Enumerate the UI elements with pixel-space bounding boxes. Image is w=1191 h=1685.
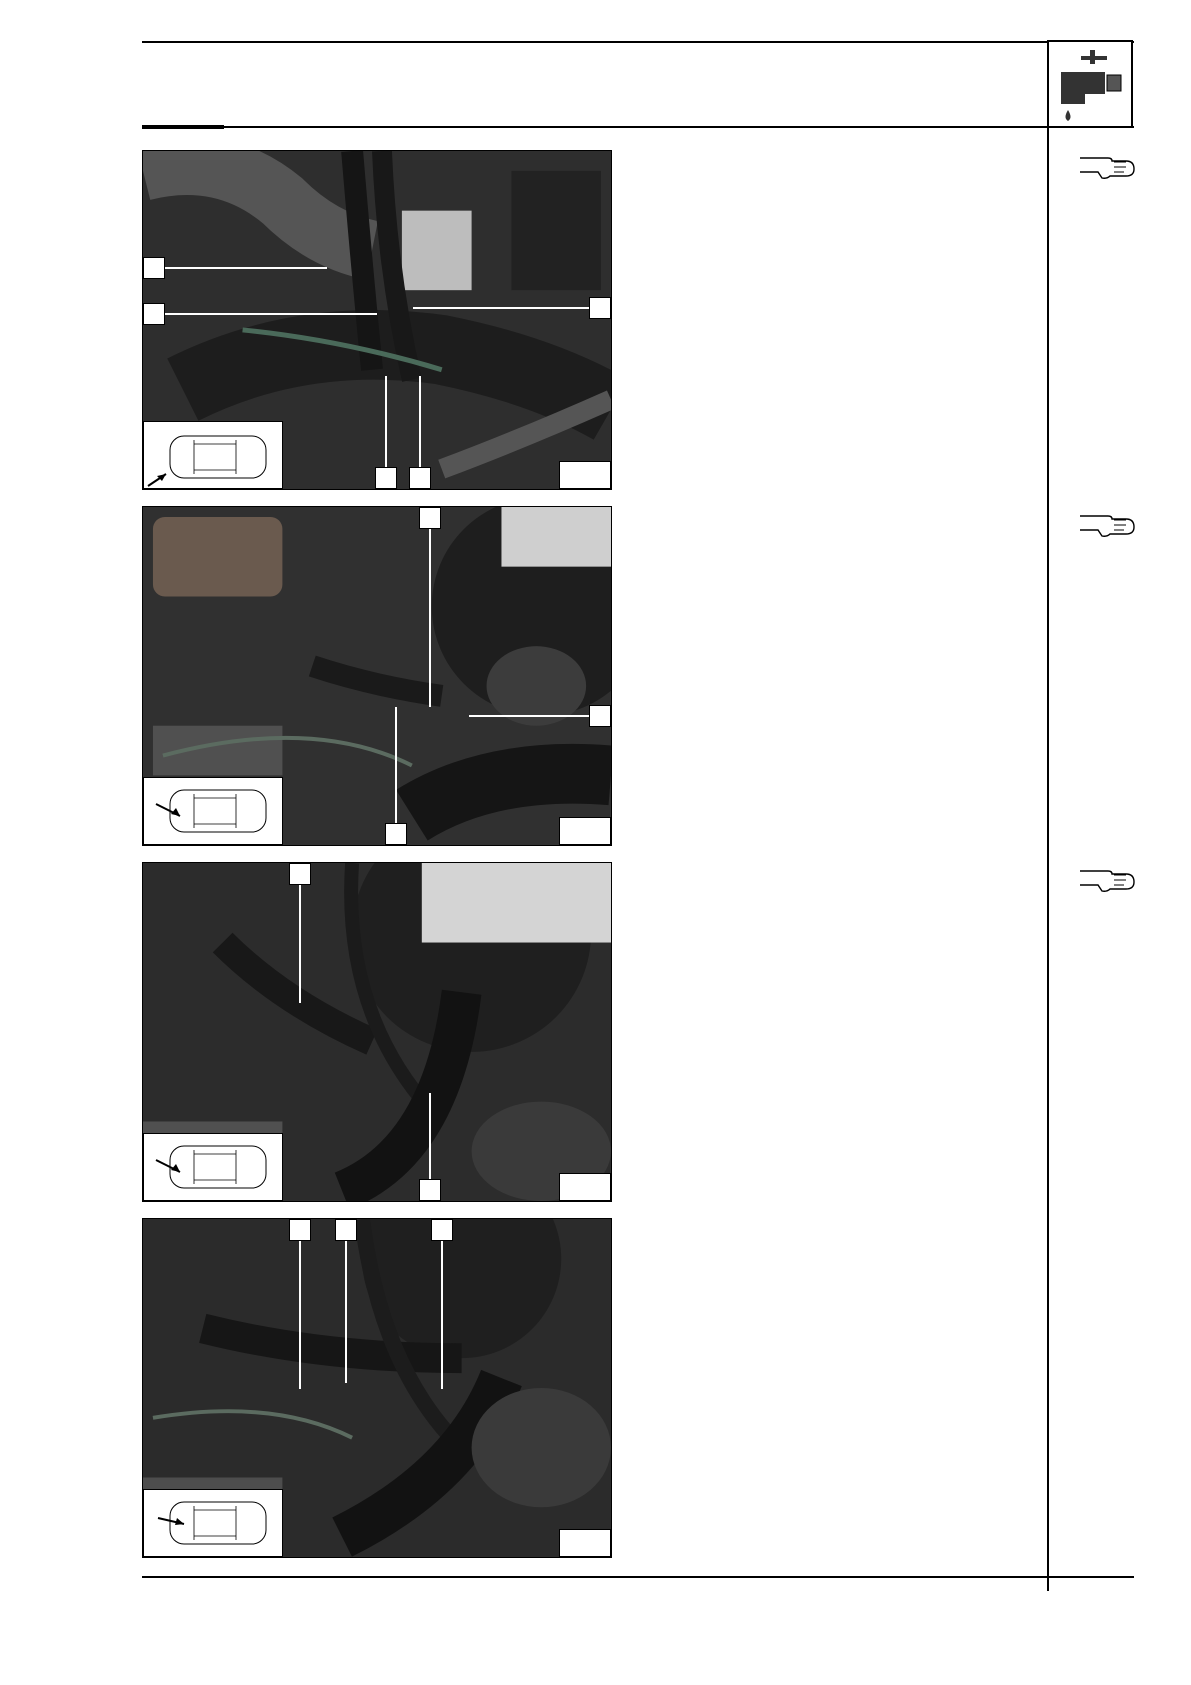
- callout-box: [385, 823, 407, 845]
- car-top-view-icon: [144, 778, 282, 844]
- right-column-divider: [1047, 41, 1049, 1591]
- leader-line: [419, 376, 421, 467]
- callout-box: [289, 1219, 311, 1241]
- image-reference-box: [559, 817, 611, 845]
- callout-box: [289, 863, 311, 885]
- car-top-view-icon: [144, 1490, 282, 1556]
- leader-line: [469, 715, 589, 717]
- callout-box: [589, 297, 611, 319]
- header-top-rule: [142, 41, 1134, 43]
- car-top-view-icon: [144, 1134, 282, 1200]
- header-bottom-rule: [142, 126, 1134, 128]
- leader-line: [165, 313, 377, 315]
- vehicle-location-inset: [143, 421, 283, 489]
- engine-photo-2: [142, 506, 612, 846]
- leader-line: [413, 307, 589, 309]
- callout-box: [143, 257, 165, 279]
- pointing-hand-icon: [1078, 150, 1138, 180]
- vehicle-location-inset: [143, 777, 283, 845]
- leader-line: [429, 529, 431, 707]
- engine-photo-1: [142, 150, 612, 490]
- vehicle-location-inset: [143, 1133, 283, 1201]
- leader-line: [345, 1241, 347, 1383]
- callout-box: [419, 507, 441, 529]
- pointing-hand-icon: [1078, 508, 1138, 538]
- callout-box: [431, 1219, 453, 1241]
- car-top-view-icon: [144, 422, 282, 488]
- callout-box: [409, 467, 431, 489]
- callout-box: [335, 1219, 357, 1241]
- leader-line: [165, 267, 327, 269]
- image-reference-box: [559, 461, 611, 489]
- header-icon-frame: [1047, 40, 1133, 128]
- leader-line: [299, 1241, 301, 1389]
- callout-box: [143, 303, 165, 325]
- header-left-rule: [142, 41, 144, 43]
- leader-line: [299, 885, 301, 1003]
- engine-photo-4: [142, 1218, 612, 1558]
- footer-rule: [142, 1576, 1134, 1578]
- leader-line: [395, 707, 397, 823]
- leader-line: [429, 1093, 431, 1179]
- vehicle-location-inset: [143, 1489, 283, 1557]
- pointing-hand-icon: [1078, 863, 1138, 893]
- image-reference-box: [559, 1173, 611, 1201]
- image-reference-box: [559, 1529, 611, 1557]
- callout-box: [375, 467, 397, 489]
- leader-line: [385, 376, 387, 467]
- engine-photo-3: [142, 862, 612, 1202]
- leader-line: [441, 1241, 443, 1389]
- header-bottom-thick: [142, 125, 224, 129]
- callout-box: [419, 1179, 441, 1201]
- callout-box: [589, 705, 611, 727]
- water-tap-icon: [1049, 42, 1131, 126]
